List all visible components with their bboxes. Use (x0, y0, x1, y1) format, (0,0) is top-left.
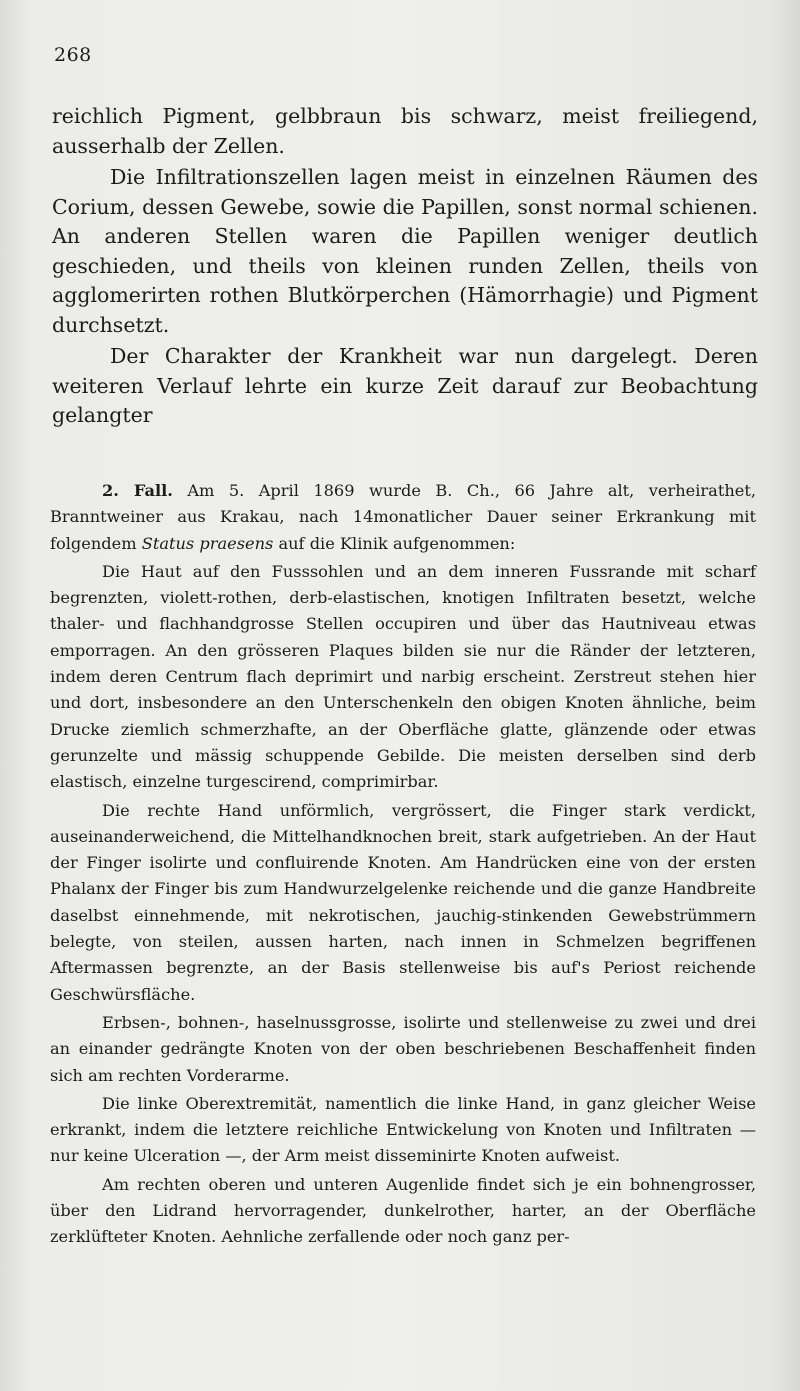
paragraph-continuation: reichlich Pigment, gelbbraun bis schwarz, meist freiliegend, ausserhalb der Zellen. (52, 104, 758, 158)
paragraph-left-extremity: Die linke Oberextremität, namentlich die linke Hand, in ganz gleicher Weise erkrankt, indem die letztere reichliche Entwickelung von Knoten und Infiltraten — nur keine Ulceration —, der Arm meist disseminirte Knoten aufweist. (50, 1093, 756, 1166)
case-label: 2. Fall. (102, 481, 173, 500)
case-report-text (50, 478, 756, 1251)
paragraph-right-hand: Die rechte Hand unförmlich, vergrössert, die Finger stark verdickt, auseinanderweichend, die Mittelhandknochen breit, stark aufgetrieben. An der Haut der Finger isolirte und confluirende Knoten. Am Handrücken eine von der ersten Phalanx der Finger bis zum Handwurzelgelenke reichende und die ganze Handbreite daselbst einnehmende, mit nekrotischen, jauchig-stinkenden Gewebstrümmern belegte, von steilen, aussen harten, nach innen in Schmelzen begriffenen Aftermassen begrenzte, an der Basis stellenweise bis auf's Periost reichende Geschwürsfläche. (50, 800, 756, 1004)
case-intro-a: Am 5. April 1869 wurde B. Ch., 66 Jahre alt, verheirathet, Branntweiner aus Krakau, nach 14monatlicher Dauer seiner Erkrankung mit folgendem (50, 481, 756, 553)
paragraph-character: Der Charakter der Krankheit war nun dargelegt. Deren weiteren Verlauf lehrte ein kurze Zeit darauf zur Beobachtung gelangter (52, 344, 758, 427)
paragraph-infiltration: Die Infiltrationszellen lagen meist in einzelnen Räumen des Corium, dessen Gewebe, sowie die Papillen, sonst normal schienen. An anderen Stellen waren die Papillen weniger deutlich geschieden, und theils von kleinen runden Zellen, theils von agglomerirten rothen Blutkörperchen (Hämorrhagie) und Pigment durchsetzt. (52, 165, 758, 337)
paragraph-forearm: Erbsen-, bohnen-, haselnussgrosse, isolirte und stellenweise zu zwei und drei an einander gedrängte Knoten von der oben beschriebenen Beschaffenheit finden sich am rechten Vorderarme. (50, 1012, 756, 1085)
page-number: 268 (54, 44, 92, 66)
case-intro-b: auf die Klinik aufgenommen: (278, 533, 516, 553)
case-intro-paragraph (50, 478, 756, 557)
body-text-large (52, 102, 758, 431)
status-praesens: Status praesens (141, 533, 274, 553)
paragraph-skin: Die Haut auf den Fusssohlen und an dem inneren Fussrande mit scharf begrenzten, violett-rothen, derb-elastischen, knotigen Infiltraten besetzt, welche thaler- und flachhandgrosse Stellen occupiren und über das Hautniveau etwas emporragen. An den grösseren Plaques bilden sie nur die Ränder der letzteren, indem deren Centrum flach deprimirt und narbig erscheint. Zerstreut stehen hier und dort, insbesondere an den Unterschenkeln den obigen Knoten ähnliche, beim Drucke ziemlich schmerzhafte, an der Oberfläche glatte, glänzende oder etwas gerunzelte und mässig schuppende Gebilde. Die meisten derselben sind derb elastisch, einzelne turgescirend, comprimirbar. (50, 561, 756, 792)
paragraph-eyelid: Am rechten oberen und unteren Augenlide findet sich je ein bohnengrosser, über den Lidrand hervorragender, dunkelrother, harter, an der Oberfläche zerklüfteter Knoten. Aehnliche zerfallende oder noch ganz per- (50, 1174, 756, 1247)
